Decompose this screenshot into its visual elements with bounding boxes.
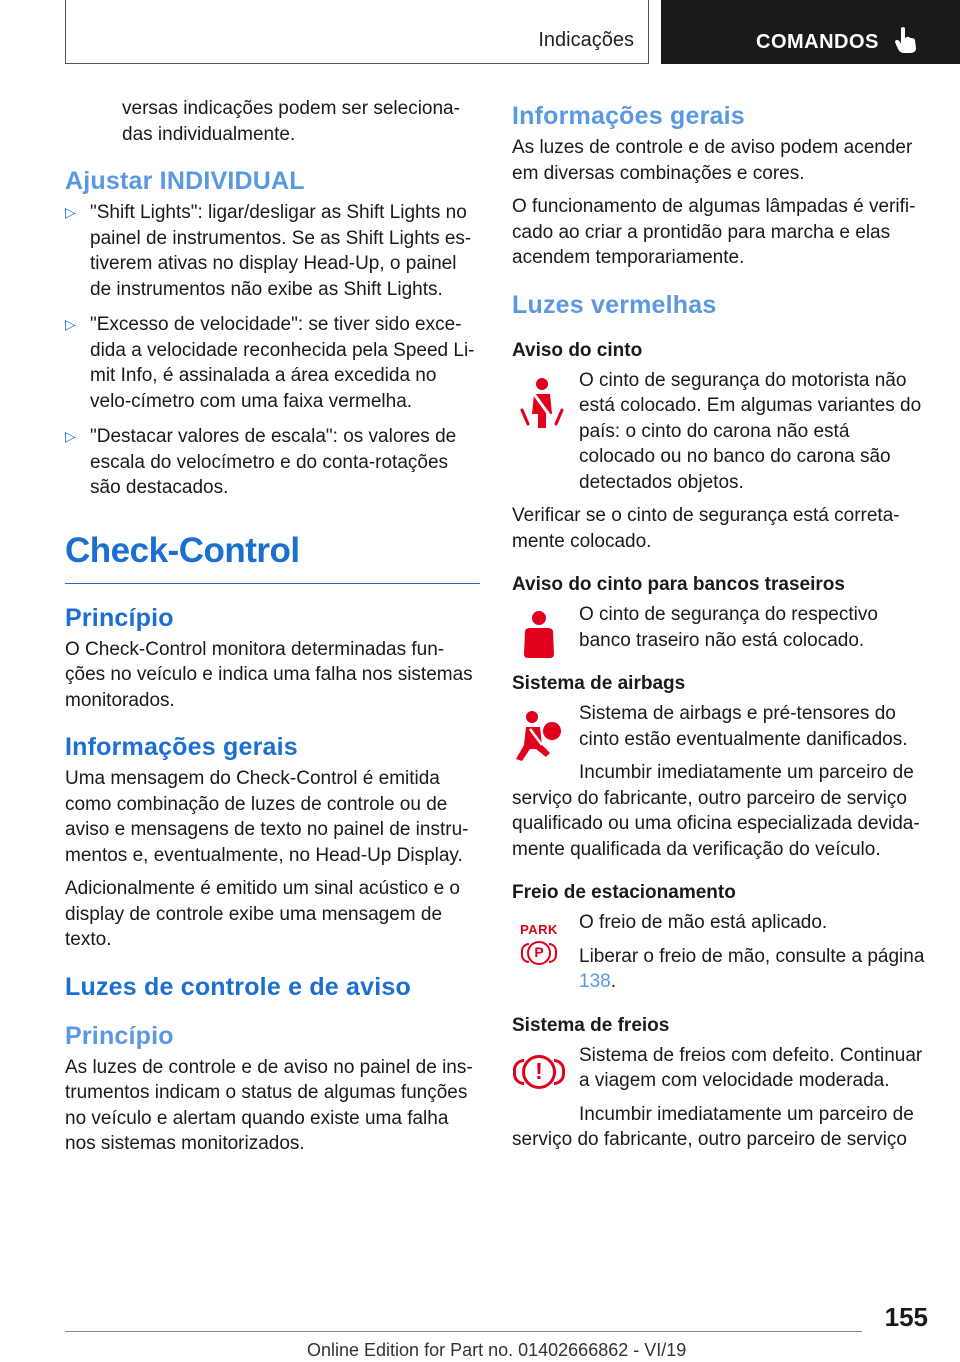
individual-options-list [65,200,480,501]
seatbelt-paragraph-2: Verificar se o cinto de segurança está correta-mente colocado. [512,505,900,552]
seatbelt-paragraph-1: O cinto de segurança do motorista não está colocado. Em algumas variantes do país: o cinto do carona não está colocado ou no banco do carona são detectados objetos. [579,369,922,493]
heading-aviso-cinto-traseiro: Aviso do cinto para bancos traseiros [512,574,845,595]
heading-sistema-freios: Sistema de freios [512,1014,670,1036]
heading-freio-estacionamento: Freio de estacionamento [512,882,736,903]
parking-brake-warning-block [512,910,928,995]
heading-check-control: Check-Control [65,531,480,584]
park-brake-icon [512,914,566,978]
airbag-warning-block [512,701,928,752]
list-item: ▷ "Excesso de velocidade": se tiver sido exce-dida a velocidade reconhecida pela Speed Li-mit Info, é assinalada a área excedida no velo-címetro com uma faixa vermelha. [65,312,480,414]
airbag-paragraph-2: Incumbir imediatamente um parceiro de serviço do fabricante, outro parceiro de serviço qualificado ou uma oficina especializada devida-mente qualificada da verificação do veículo. [512,762,920,860]
brake-exclamation: ! [535,1057,543,1084]
header-section-label: Indicações [538,29,634,51]
parking-brake-period: . [610,971,616,992]
parking-brake-text: Liberar o freio de mão, consulte a página [579,945,925,967]
footer-divider [65,1331,862,1332]
right-info-paragraph-1: As luzes de controle e de aviso podem acender em diversas combinações e cores. [512,137,913,184]
park-label: PARK [520,922,558,937]
header-chapter-tab [661,0,960,64]
list-item: ▷ "Destacar valores de escala": os valores de escala do velocímetro e do conta-rotações são destacados. [65,424,480,501]
rear-seatbelt-warning-icon [512,606,566,670]
heading-informacoes-gerais: Informações gerais [65,733,298,761]
page-number: 155 [884,1302,928,1332]
list-item: ▷ "Shift Lights": ligar/desligar as Shift Lights no painel de instrumentos. Se as Shift Lights es-tiverem ativas no display Head-Up, o painel de instrumentos não exibe as Shift Lights. [65,200,480,302]
park-p-glyph: P [534,944,544,960]
heading-luzes-controle: Luzes de controle e de aviso [65,972,411,1001]
principio2-paragraph: As luzes de controle e de aviso no painel de ins-trumentos indicam o status de algumas funções no veículo e alertam quando existe uma falha nos sistemas monitorizados. [65,1056,473,1154]
header-chapter-label: COMANDOS [756,31,879,53]
seatbelt-warning-icon [512,372,566,436]
header-section-tab [65,0,649,64]
seatbelt-warning-block [512,368,928,496]
rear-seatbelt-warning-block [512,602,928,653]
heading-ajustar-individual: Ajustar INDIVIDUAL [65,167,305,195]
brake-paragraph-2: Incumbir imediatamente um parceiro de serviço do fabricante, outro parceiro de serviço [512,1103,914,1150]
airbag-warning-icon [512,705,566,769]
right-info-paragraph-2: O funcionamento de algumas lâmpadas é verifi-cado ao criar a prontidão para marcha e elas acendem temporariamente. [512,196,916,268]
brake-warning-icon [512,1047,566,1111]
brake-system-warning-block [512,1043,928,1094]
info-paragraph-1: Uma mensagem do Check-Control é emitida como combinação de luzes de controle ou de aviso e mensagens de texto no painel de instru-mentos e, eventualmente, no Head-Up Display. [65,768,469,866]
heading-principio: Princípio [65,603,174,632]
intro-paragraph: versas indicações podem ser seleciona-das individualmente. [122,98,460,145]
right-column [512,96,928,1161]
parking-brake-paragraph-2 [512,944,928,995]
principio-paragraph: O Check-Control monitora determinadas fun-ções no veículo e indica uma falha nos sistemas monitorados. [65,638,473,711]
info-paragraph-2: Adicionalmente é emitido um sinal acústico e o display de controle exibe uma mensagem de texto. [65,878,460,950]
heading-luzes-vermelhas: Luzes vermelhas [512,290,717,319]
heading-aviso-cinto: Aviso do cinto [512,339,643,361]
heading-informacoes-gerais-right: Informações gerais [512,102,745,130]
airbag-paragraph-1: Sistema de airbags e pré-tensores do cinto estão eventualmente danificados. [579,703,908,750]
heading-principio-2: Princípio [65,1021,174,1050]
parking-brake-paragraph-1: O freio de mão está aplicado. [579,912,828,933]
heading-sistema-airbags: Sistema de airbags [512,673,686,694]
page-reference-link[interactable]: 138 [579,971,611,992]
pointing-hand-icon [894,26,918,54]
left-column [65,96,480,1165]
footer-edition: Online Edition for Part no. 01402666862 - VI/19 [307,1340,687,1360]
rear-seatbelt-paragraph: O cinto de segurança do respectivo banco traseiro não está colocado. [579,604,878,651]
brake-paragraph-1: Sistema de freios com defeito. Continuar a viagem com velocidade moderada. [579,1044,923,1091]
